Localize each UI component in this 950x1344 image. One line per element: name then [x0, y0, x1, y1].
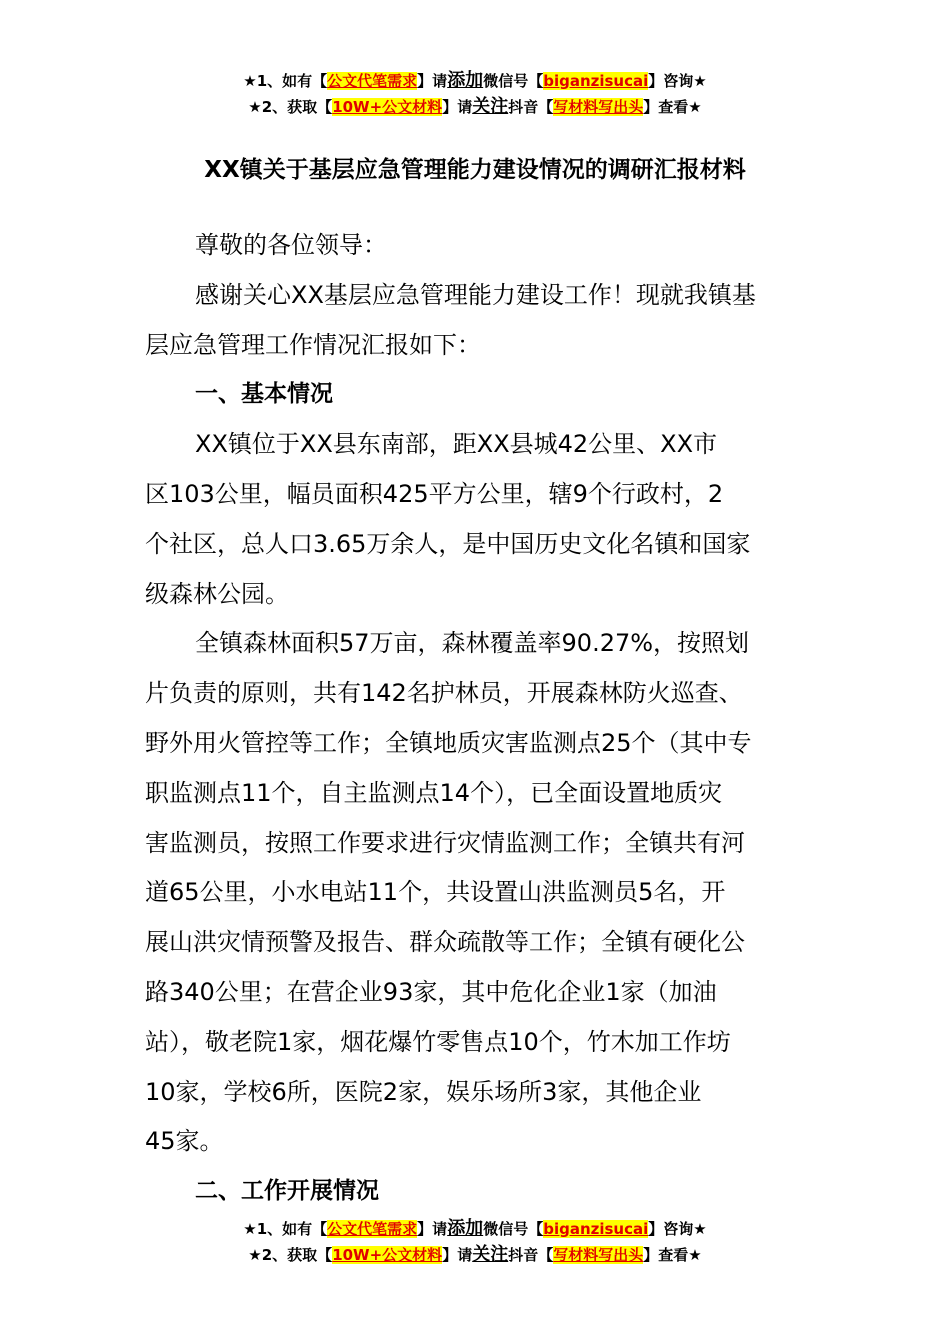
- paragraph-line: 展山洪灾情预警及报告、群众疏散等工作；全镇有硬化公: [145, 928, 745, 957]
- document-title: XX镇关于基层应急管理能力建设情况的调研汇报材料: [204, 157, 746, 183]
- salutation: 尊敬的各位领导：: [195, 231, 387, 259]
- paragraph-line: 道65公里，小水电站11个，共设置山洪监测员5名，开: [145, 878, 726, 907]
- paragraph-line: 10家，学校6所，医院2家，娱乐场所3家，其他企业: [145, 1077, 702, 1106]
- paragraph-line: XX镇位于XX县东南部，距XX县城42公里、XX市: [195, 430, 718, 459]
- paragraph-line: 路340公里；在营企业93家，其中危化企业1家（加油: [145, 977, 717, 1006]
- paragraph-line: 级森林公园。: [145, 579, 289, 608]
- banner-highlight-wechat: biganzisucai: [543, 72, 649, 90]
- paragraph-line: 45家。: [145, 1127, 224, 1156]
- paragraph-line: 个社区，总人口3.65万余人，是中国历史文化名镇和国家: [145, 529, 751, 558]
- banner-highlight-service: 公文代笔需求: [327, 1220, 418, 1238]
- paragraph-line: 区103公里，幅员面积425平方公里，辖9个行政村，2: [145, 479, 724, 508]
- banner-highlight-douyin: 写材料写出头: [553, 1246, 644, 1264]
- banner-line-2: ★2、获取【10W+公文材料】请关注抖音【写材料写出头】查看★: [248, 96, 702, 117]
- paragraph-line: 野外用火管控等工作；全镇地质灾害监测点25个（其中专: [145, 728, 752, 757]
- header-banner: [0, 68, 950, 120]
- document-body: [145, 221, 809, 1217]
- footer-banner: [0, 1216, 950, 1268]
- paragraph-line: 层应急管理工作情况汇报如下：: [145, 330, 481, 359]
- paragraph-line: 全镇森林面积57万亩，森林覆盖率90.27%，按照划: [195, 629, 750, 658]
- paragraph-line: 片负责的原则，共有142名护林员，开展森林防火巡查、: [145, 679, 743, 708]
- banner-highlight-materials: 10W+公文材料: [332, 98, 443, 116]
- banner-line-1: ★1、如有【公文代笔需求】请添加微信号【biganzisucai】咨询★: [243, 70, 707, 91]
- paragraph-line: 站），敬老院1家，烟花爆竹零售点10个，竹木加工作坊: [145, 1027, 731, 1056]
- paragraph-line: 职监测点11个，自主监测点14个），已全面设置地质灾: [145, 778, 723, 807]
- paragraph-line: 害监测员，按照工作要求进行灾情监测工作；全镇共有河: [145, 828, 745, 857]
- banner-highlight-materials: 10W+公文材料: [332, 1246, 443, 1264]
- banner-highlight-douyin: 写材料写出头: [553, 98, 644, 116]
- banner-highlight-wechat: biganzisucai: [543, 1220, 649, 1238]
- section-heading: 二、工作开展情况: [195, 1178, 379, 1205]
- section-heading: 一、基本情况: [195, 381, 333, 408]
- banner-line-2: ★2、获取【10W+公文材料】请关注抖音【写材料写出头】查看★: [248, 1244, 702, 1265]
- paragraph-line: 感谢关心XX基层应急管理能力建设工作！现就我镇基: [195, 280, 756, 309]
- banner-line-1: ★1、如有【公文代笔需求】请添加微信号【biganzisucai】咨询★: [243, 1218, 707, 1239]
- banner-highlight-service: 公文代笔需求: [327, 72, 418, 90]
